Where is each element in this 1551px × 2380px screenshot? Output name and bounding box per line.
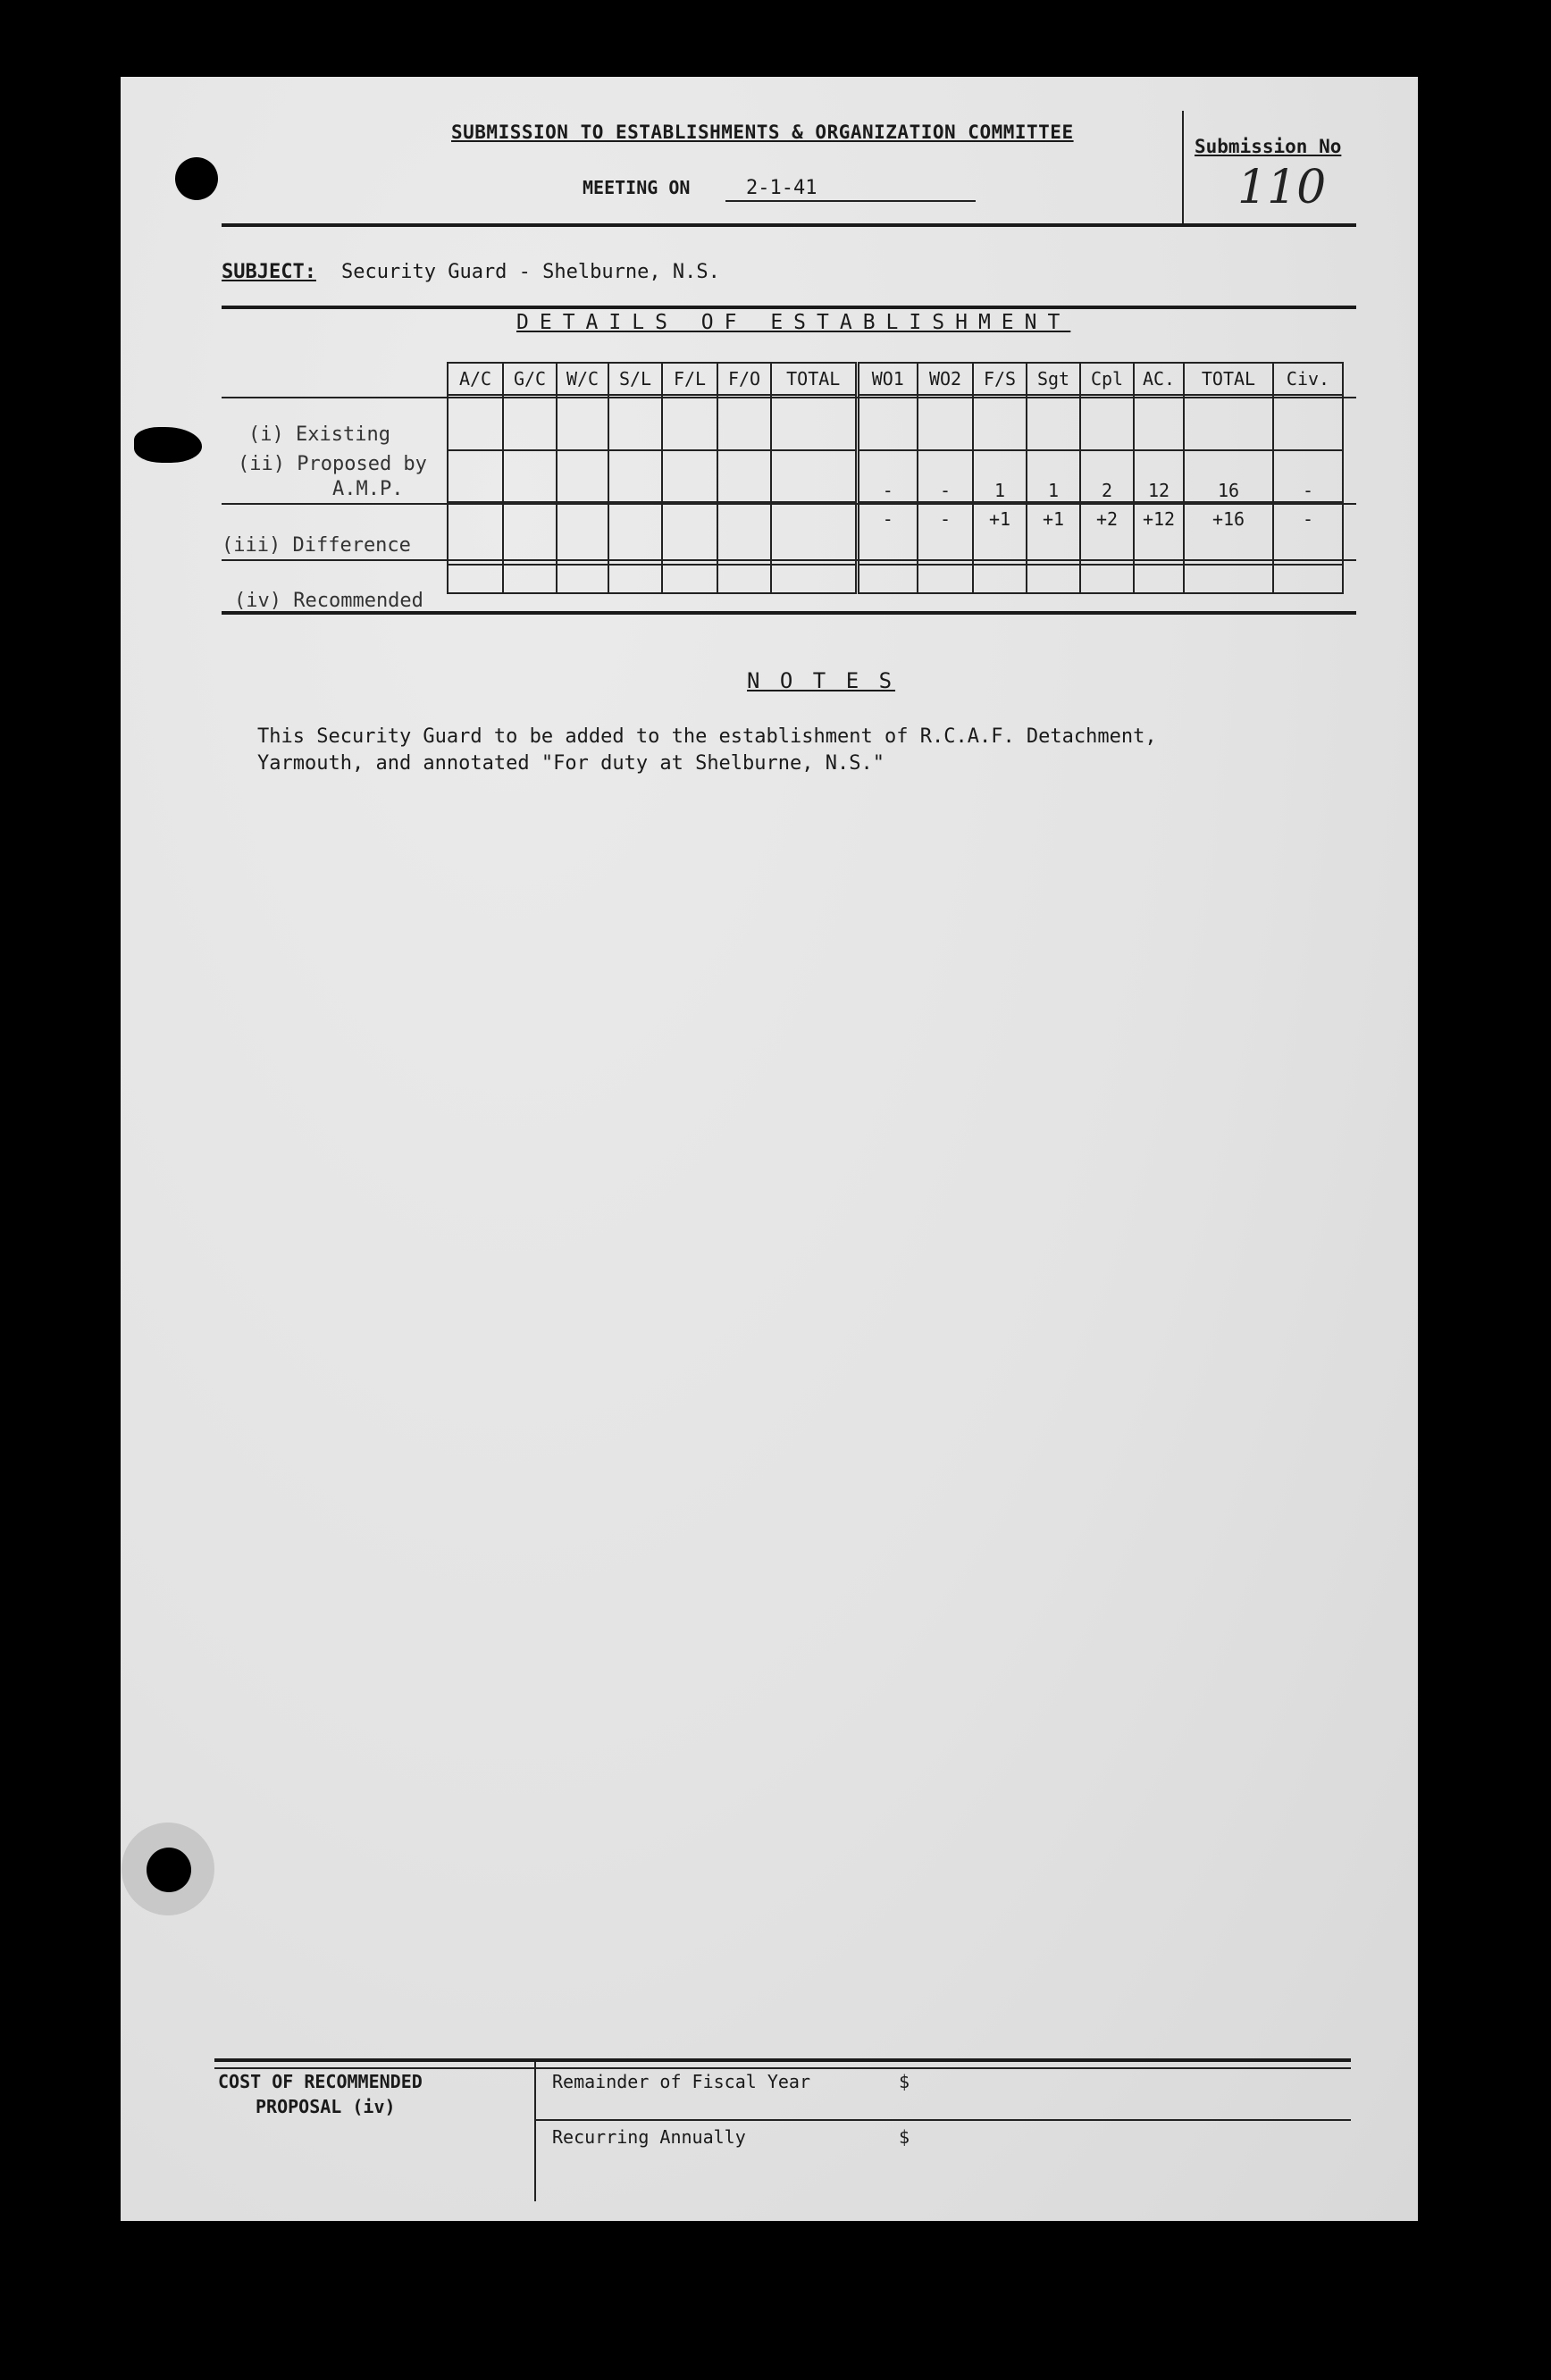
ink-blot [134,427,202,463]
table-cell: +2 [1080,502,1134,565]
notes-heading: N O T E S [747,668,896,693]
cost-row-recurring: Recurring Annually [552,2126,746,2148]
establishment-table [447,362,1344,594]
cost-top-rule-2 [214,2067,1351,2069]
table-row-proposed [448,450,1343,502]
table-cell [918,565,973,593]
table-cell: 16 [1184,450,1273,502]
subject-text: Security Guard - Shelburne, N.S. [341,261,720,283]
table-cell [662,395,717,450]
table-cell [608,565,662,593]
table-cell [973,565,1027,593]
submission-box-divider [1182,111,1184,225]
table-cell [1134,395,1184,450]
meeting-date: 2-1-41 [746,177,817,199]
table-cell [1134,565,1184,593]
row-label-existing: (i) Existing [248,423,390,446]
table-cell [1184,565,1273,593]
col-header: G/C [503,363,557,395]
table-cell [608,502,662,565]
table-cell: - [1273,450,1343,502]
punch-hole-bottom [147,1848,191,1892]
table-cell: +12 [1134,502,1184,565]
col-header: F/L [662,363,717,395]
col-header: Civ. [1273,363,1343,395]
table-cell [717,395,771,450]
table-cell: 2 [1080,450,1134,502]
table-cell [503,565,557,593]
table-cell [608,450,662,502]
table-cell [1027,395,1080,450]
row-label-recommended: (iv) Recommended [234,590,423,612]
table-row-recommended [448,565,1343,593]
col-header: WO2 [918,363,973,395]
col-header: TOTAL [1184,363,1273,395]
table-cell [662,565,717,593]
table-cell [448,502,503,565]
meeting-label: MEETING ON [583,177,691,198]
col-header: F/O [717,363,771,395]
notes-line-1: This Security Guard to be added to the establishment of R.C.A.F. Detachment, [257,725,1157,748]
table-cell [1080,565,1134,593]
table-cell: +1 [1027,502,1080,565]
subject-label: SUBJECT: [222,261,316,283]
table-cell [448,565,503,593]
col-header: AC. [1134,363,1184,395]
table-cell [1184,395,1273,450]
col-header: Sgt [1027,363,1080,395]
col-header: WO1 [857,363,918,395]
table-cell: - [857,450,918,502]
notes-line-2: Yarmouth, and annotated "For duty at Shelburne, N.S." [257,752,884,775]
table-cell [557,565,608,593]
table-cell [662,502,717,565]
cost-mid-rule [534,2119,1351,2121]
table-cell [857,565,918,593]
table-cell [771,395,857,450]
cost-divider [534,2062,536,2201]
cost-currency-2: $ [899,2126,910,2148]
table-cell [503,450,557,502]
table-cell [448,450,503,502]
table-cell: +1 [973,502,1027,565]
table-cell [857,395,918,450]
table-cell [1273,395,1343,450]
punch-hole-top [175,157,218,200]
table-cell [557,395,608,450]
table-cell [717,565,771,593]
col-header: Cpl [1080,363,1134,395]
table-cell [662,450,717,502]
header-row [448,363,1343,395]
table-cell [771,565,857,593]
table-cell [557,502,608,565]
table-cell [503,502,557,565]
col-header: F/S [973,363,1027,395]
table-cell [1027,565,1080,593]
submission-label: Submission No [1195,136,1342,157]
table-cell [608,395,662,450]
meeting-date-underline [725,200,976,202]
header-rule [222,223,1356,227]
cost-label-line-1: COST OF RECOMMENDED [218,2071,423,2092]
table-cell: 1 [1027,450,1080,502]
table-cell [771,450,857,502]
col-header: W/C [557,363,608,395]
table-cell [717,502,771,565]
table-cell [557,450,608,502]
table-cell [1273,565,1343,593]
cost-row-remainder: Remainder of Fiscal Year [552,2071,810,2092]
establishment-heading: DETAILS OF ESTABLISHMENT [516,311,1071,334]
col-header: S/L [608,363,662,395]
table-cell: +16 [1184,502,1273,565]
table-row-existing [448,395,1343,450]
table-cell [918,395,973,450]
form-title: SUBMISSION TO ESTABLISHMENTS & ORGANIZATION COMMITTEE [451,122,1074,143]
subject-rule [222,306,1356,309]
cost-currency-1: $ [899,2071,910,2092]
table-cell [717,450,771,502]
table-cell: 1 [973,450,1027,502]
table-cell: - [918,502,973,565]
col-header: TOTAL [771,363,857,395]
grid-rule-4 [222,611,1356,615]
cost-top-rule [214,2058,1351,2062]
cost-label-line-2: PROPOSAL (iv) [256,2096,396,2117]
submission-number: 110 [1237,161,1327,214]
table-cell [973,395,1027,450]
col-header: A/C [448,363,503,395]
row-label-proposed-line2: A.M.P. [332,478,404,500]
table-cell: - [857,502,918,565]
row-label-proposed: (ii) Proposed by [238,453,427,475]
table-cell: - [1273,502,1343,565]
table-cell [771,502,857,565]
table-cell [503,395,557,450]
table-row-difference [448,502,1343,565]
table-cell [448,395,503,450]
row-label-difference: (iii) Difference [222,534,411,557]
table-cell [1080,395,1134,450]
table-cell: - [918,450,973,502]
table-cell: 12 [1134,450,1184,502]
